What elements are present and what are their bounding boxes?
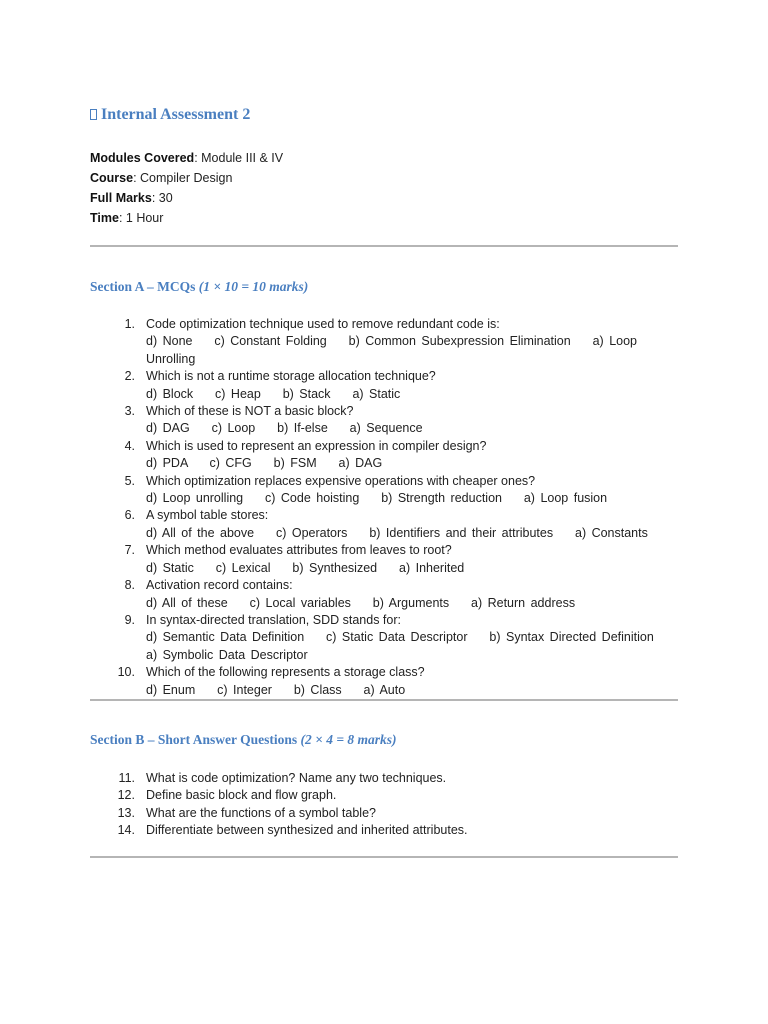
question-item [90,473,678,508]
question-text: What are the functions of a symbol table? [146,805,376,820]
question-text: In syntax-directed translation, SDD stands for: [146,612,401,627]
question-text: Which is used to represent an expression in compiler design? [146,438,487,453]
divider [90,856,678,858]
question-text: Which of the following represents a storage class? [146,665,425,680]
question-item [90,770,678,787]
section-a-heading: Section A – MCQs (1 × 10 = 10 marks) [90,279,309,294]
question-number: 13. [117,805,135,820]
question-options: d) PDA c) CFG b) FSM a) DAG [146,456,383,471]
page-title-text: Internal Assessment 2 [101,106,251,123]
question-item [90,438,678,473]
question-options: d) DAG c) Loop b) If-else a) Sequence [146,421,423,436]
question-item [90,507,678,542]
section-b-questions [90,770,678,840]
divider [90,699,678,701]
question-text: Define basic block and flow graph. [146,788,337,803]
question-number: 14. [117,823,135,838]
question-options: d) Loop unrolling c) Code hoisting b) Strength reduction a) Loop fusion [146,491,608,506]
question-text: Code optimization technique used to remove redundant code is: [146,317,500,331]
question-number: 10. [117,665,135,680]
question-options: d) All of these c) Local variables b) Arguments a) Return address [146,595,576,610]
question-text: Which optimization replaces expensive operations with cheaper ones? [146,473,536,488]
question-number: 2. [124,369,135,384]
meta-modules: Modules Covered: Module III & IV [90,151,284,165]
question-number: 8. [124,578,135,593]
question-text: What is code optimization? Name any two techniques. [146,771,447,785]
question-item [90,316,678,368]
question-number: 3. [124,404,135,419]
question-text: Which method evaluates attributes from leaves to root? [146,543,452,558]
divider [90,245,678,247]
question-number: 4. [124,438,135,453]
question-item [90,822,678,839]
question-options: d) All of the above c) Operators b) Identifiers and their attributes a) Constants [146,525,648,540]
exam-meta [90,148,283,228]
missing-glyph-icon [90,109,97,120]
question-item [90,368,678,403]
question-item [90,787,678,804]
question-text: Which of these is NOT a basic block? [146,404,354,419]
question-text: Differentiate between synthesized and inherited attributes. [146,823,468,838]
question-options: d) Block c) Heap b) Stack a) Static [146,386,401,401]
question-number: 7. [124,543,135,558]
question-number: 5. [124,473,135,488]
question-text: Which is not a runtime storage allocation technique? [146,369,436,384]
question-text: A symbol table stores: [146,508,269,523]
question-number: 1. [124,317,135,331]
question-item [90,403,678,438]
section-a-questions [90,316,678,699]
question-number: 6. [124,508,135,523]
question-options: d) Semantic Data Definition c) Static Data Descriptor b) Syntax Directed Definition a) Symbolic Data Descriptor [146,630,676,662]
meta-time: Time: 1 Hour [90,211,164,225]
question-number: 11. [118,771,135,785]
meta-full-marks: Full Marks: 30 [90,191,173,205]
question-options: d) Enum c) Integer b) Class a) Auto [146,682,406,697]
question-text: Activation record contains: [146,578,293,593]
question-item [90,577,678,612]
question-item [90,542,678,577]
question-number: 9. [124,612,135,627]
page-title [90,106,250,124]
meta-course: Course: Compiler Design [90,171,233,185]
question-item [90,805,678,822]
question-number: 12. [117,788,135,803]
question-options: d) Static c) Lexical b) Synthesized a) Inherited [146,560,465,575]
question-item [90,612,678,664]
question-options: d) None c) Constant Folding b) Common Subexpression Elimination a) Loop Unrolling [146,334,643,366]
question-item [90,664,678,699]
section-b-heading: Section B – Short Answer Questions (2 × 4 = 8 marks) [90,732,397,747]
